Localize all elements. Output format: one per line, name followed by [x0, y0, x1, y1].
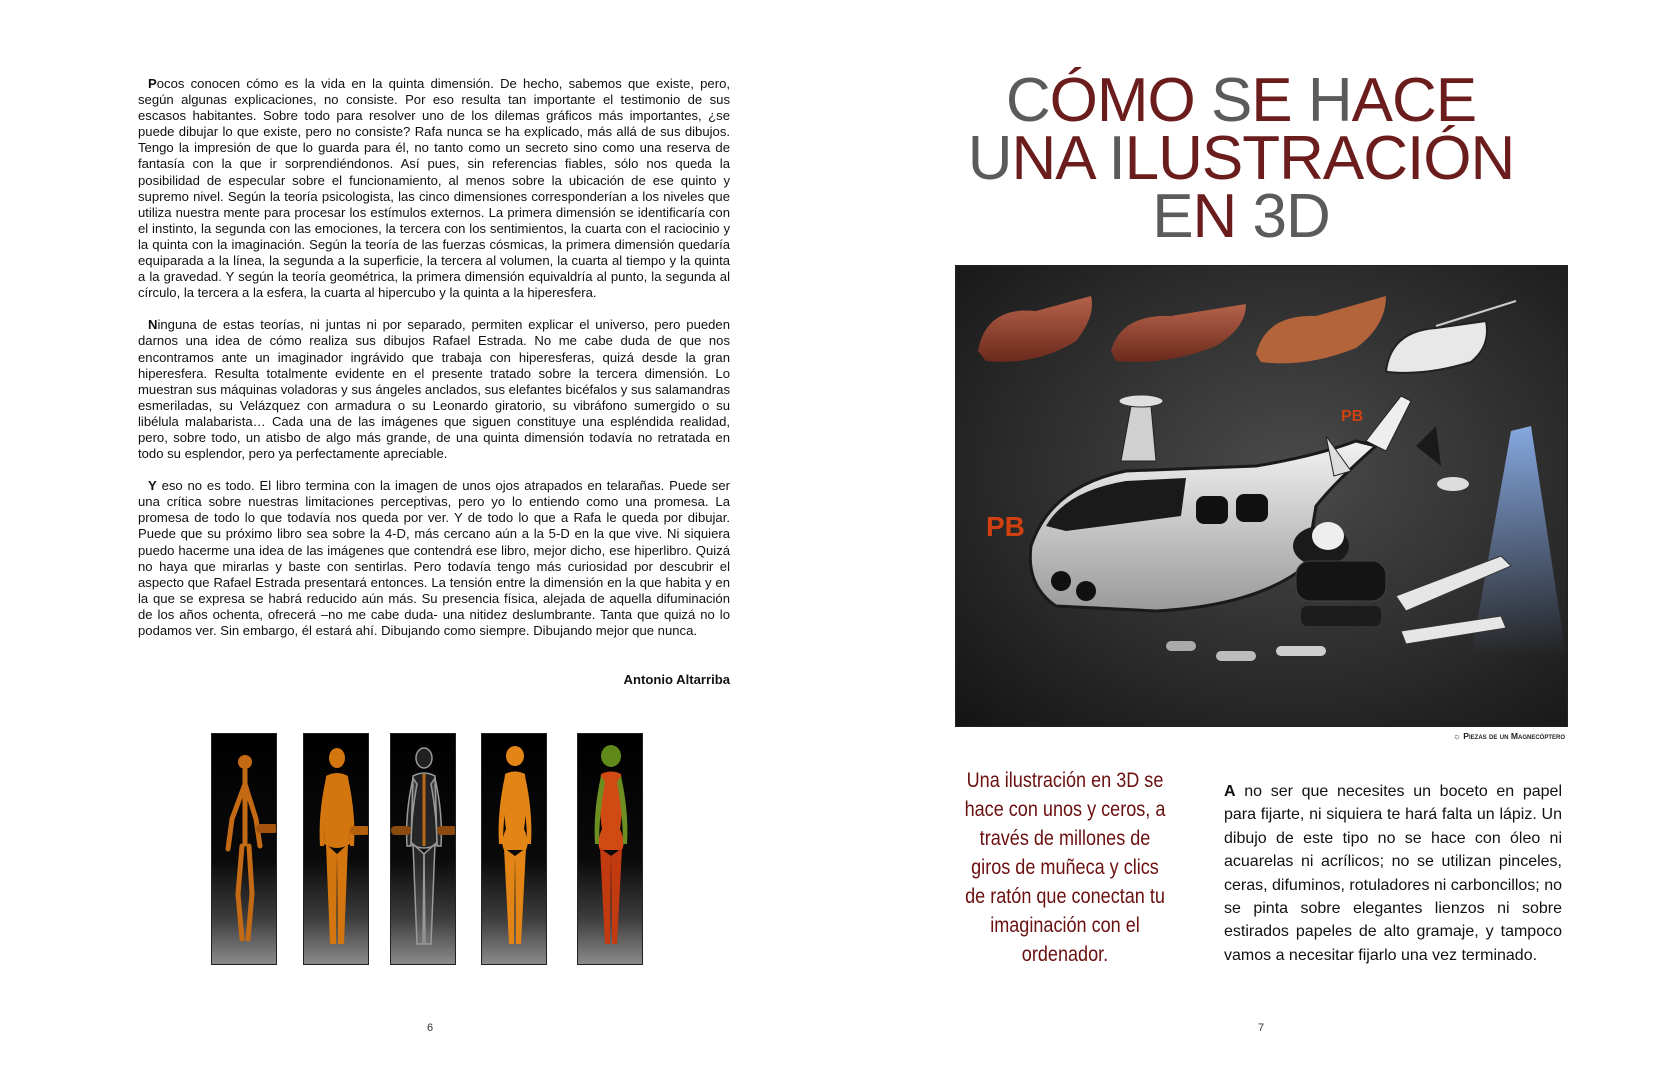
page-number-right: 7	[1257, 1022, 1265, 1034]
image-caption: ☼ Piezas de un Magnecóptero	[1453, 731, 1565, 741]
left-page	[0, 0, 827, 1079]
pb-logo-large: PB	[986, 511, 1025, 542]
magnecopter-parts-illustration	[955, 265, 1568, 727]
article-body	[138, 76, 730, 655]
author-signature: Antonio Altarriba	[623, 672, 730, 687]
pb-logo-small: PB	[1341, 408, 1364, 425]
paragraph-2: Ninguna de estas teorías, ni juntas ni por separado, permiten explicar el universo, pero pueden darnos una idea de cómo realiza sus dibujos Rafael Estrada. No me cabe duda de que nos encontramos ante un imaginador ingrávido que trabaja con hiperesferas, quizá desde la gran hiperesfera. Resulta totalmente evidente en el presente tratado sobre la tercera dimensión. Lo muestran sus máquinas voladoras y sus ángeles anclados, sus elefantes bicéfalos y sus salamandras esmeriladas, su Velázquez con armadura o su Leonardo giratorio, su vibráfono sumergido o su libélula malabarista… Cada una de las imágenes que siguen constituye una espléndida realidad, pero, sobre todo, un atisbo de algo más grande, de una quinta dimensión todavía no retratada en todo su esplendor, pero ya perfectamente apreciable.	[138, 317, 730, 462]
mannequin-figure-orange	[303, 733, 369, 965]
mannequin-figure-female-orange	[481, 733, 547, 965]
mini-cabin	[1386, 321, 1487, 373]
pod-shape-3	[1256, 296, 1386, 363]
mannequin-figure-glass	[390, 733, 456, 965]
title-line-3: EN 3D	[1152, 182, 1330, 251]
pod-shape-1	[978, 296, 1092, 362]
intro-body: no ser que necesites un boceto en papel para fijarte, ni siquiera te hará falta un lápiz. Un dibujo de este tipo no se hace con óleo ni acuarelas ni acrílicos; no se utilizan pinceles, ceras, difuminos, rotuladores ni carboncillos; no se pinta sobre elegantes lienzos ni sobre estirados papeles de alto gramaje, y tampoco vamos a necesitar fijarlo una vez terminado.	[1224, 783, 1562, 964]
page-number-left: 6	[426, 1022, 434, 1034]
title-line-1: CÓMO SE HACE	[1005, 66, 1477, 135]
mannequin-figure-wood	[211, 733, 277, 965]
mannequin-figure-female-colored	[577, 733, 643, 965]
right-page	[827, 0, 1655, 1079]
paragraph-1: Pocos conocen cómo es la vida en la quinta dimensión. De hecho, sabemos que existe, pero, según algunas explicaciones, no consiste. Por eso resulta tan importante el testimonio de sus escasos habitantes. Sobre todo para resolver uno de los dilemas gráficos más importantes, ¿se puede dibujar lo que existe, pero no consiste? Rafa nunca se ha explicado, más allá de sus dibujos. Tengo la impresión de que lo guarda para él, no tanto como un secreto sino como una reserva de fantasía con la que ir sorprendiéndonos. Así pues, sin referencias fiables, sólo nos queda la posibilidad de especular sobre el funcionamiento, al menos sobre la ubicación de ese quinto y supremo nivel. Según la teoría psicologista, las cinco dimensiones corresponderían a los niveles que utiliza nuestra mente para procesar los estímulos externos. La primera dimensión se identificaría con el instinto, la segunda con las emociones, la tercera con los sentimientos, la cuarta con el raciocinio y la quinta con la imaginación. Según la teoría de las fuerzas cósmicas, la primera dimensión quedaría equiparada a la línea, la segunda a la superficie, la tercera al volumen, la cuarta al tiempo y la quinta a la gravedad. Y según la teoría geométrica, la primera dimensión equivaldría al punto, la segunda al círculo, la tercera a la esfera, la cuarta al hipercubo y la quinta a la hiperesfera.	[138, 76, 730, 301]
pod-shape-2	[1111, 304, 1246, 362]
pull-quote: Una ilustración en 3D se hace con unos y ceros, a través de millones de giros de muñeca y clics de ratón que conectan tu imaginación con el ordenador.	[964, 769, 1166, 966]
page-title	[827, 66, 1655, 251]
intro-paragraph	[1224, 780, 1562, 967]
intro-dropcap: A	[1224, 783, 1236, 800]
paragraph-3: Y eso no es todo. El libro termina con la imagen de unos ojos atrapados en telarañas. Puede ser una crítica sobre nuestras limitaciones perceptivas, pero yo lo entiendo como una promesa. La promesa de todo lo que todavía nos queda por ver. Y de todo lo que a Rafa le queda por dibujar. Puede que su próximo libro sea sobre la 4-D, más cercano aún a la 5-D en la que vive. Ni siquiera puedo hacerme una idea de las imágenes que contendrá ese libro, mejor dicho, ese hiperlibro. Quizá no haya que mirarlas y baste con sentirlas. Pero todavía tengo más curiosidad por descubrir el aspecto que Rafael Estrada presentará entonces. La tensión entre la dimensión en la que habita y en la que se expresa se habrá reducido aún más. Su presencia física, alejada de aquella difuminación de los años ochenta, ofrecerá –no me cabe duda- una nitidez deslumbrante. Tanta que quizá no lo podamos ver. Sin embargo, él estará ahí. Dibujando como siempre. Dibujando mejor que nunca.	[138, 478, 730, 638]
title-line-2: UNA ILUSTRACIÓN	[967, 124, 1515, 193]
